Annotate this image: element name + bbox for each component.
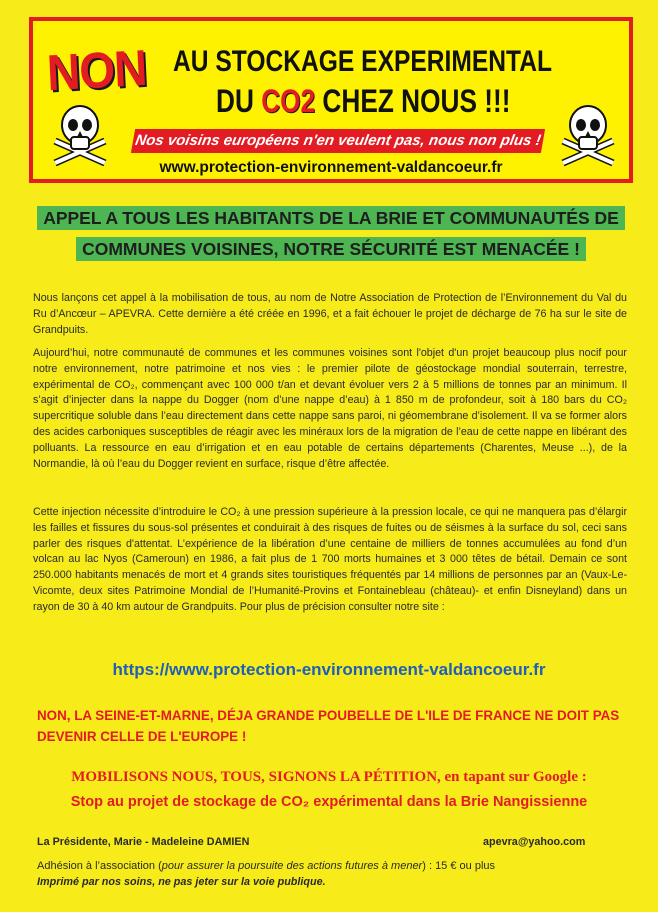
banner-slogan: Nos voisins européens n'en veulent pas, nous non plus ! <box>131 129 545 153</box>
contact-email[interactable]: apevra@yahoo.com <box>483 836 586 848</box>
warning-text: NON, LA SEINE-ET-MARNE, DÉJA GRANDE POUBELLE DE L'ILE DE FRANCE NE DOIT PAS DEVENIR CELLE DE L'EUROPE ! <box>37 708 620 744</box>
appeal-heading: APPEL A TOUS LES HABITANTS DE LA BRIE ET COMMUNAUTÉS DE COMMUNES VOISINES, NOTRE SÉCURITÉ EST MENACÉE ! <box>29 203 633 265</box>
banner-title-line1: AU STOCKAGE EXPERIMENTAL <box>173 45 553 78</box>
site-link[interactable]: https://www.protection-environnement-valdancoeur.fr <box>112 660 546 679</box>
banner-title-line2: DU CO2 CHEZ NOUS !!! <box>216 83 511 119</box>
president-signature: La Présidente, Marie - Madeleine DAMIEN <box>37 836 250 848</box>
banner <box>29 17 633 183</box>
paragraph-risks: Cette injection nécessite d’introduire le CO₂ à une pression supérieure à la pression locale, ce qui ne manquera pas d’élargir les failles et fissures du sous-sol présentes et conduirait à des risques de fuites ou de séismes à la surface du sol, ceci sans parler des risques d'attentat. L’expérience de la libération d’une centaine de milliers de tonnes accumulées au fond d’un volcan au lac Nyos (Cameroun) en 1986, a fait plus de 1 700 morts humaines et 3 000 têtes de bétail. Demain ce sont 250.000 habitants menacés de mort et 4 grands sites touristiques fréquentés par 14 millions de personnes par an (Vaux-Le-Vicomte, deux sites Patrimoine Mondial de l’Humanité-Provins et Fontainebleau (château)- et enfin Disneyland) dans un rayon de 30 à 40 km autour de Grandpuits. Pour plus de précision consulter notre site : <box>33 506 627 613</box>
printed-note: Imprimé par nos soins, ne pas jeter sur la voie publique. <box>37 876 326 888</box>
membership-note: Adhésion à l’association (pour assurer la poursuite des actions futures à mener) : 15 € ou plus <box>37 860 496 872</box>
petition-call: MOBILISONS NOUS, TOUS, SIGNONS LA PÉTITION, en tapant sur Google : <box>71 769 587 785</box>
banner-url[interactable]: www.protection-environnement-valdancoeur.fr <box>159 159 503 176</box>
banner-co2: CO2 <box>261 83 316 119</box>
paragraph-intro: Nous lançons cet appel à la mobilisation de tous, au nom de Notre Association de Protection de l’Environnement du Val du Ru d’Ancœur – APEVRA. Cette dernière a été créée en 1996, et a fait échouer le projet de décharge de 76 ha sur le site de Grandpuits. <box>33 292 627 336</box>
paragraph-project: Aujourd’hui, notre communauté de communes et les communes voisines sont l'objet d'un projet beaucoup plus nocif pour notre environnement, notre patrimoine et nos vies : le premier pilote de géostockage mondial souterrain, terrestre, expérimental de CO₂, commençant avec 100 000 t/an et devant évoluer vers 2 à 5 millions de tonnes par an minimum. Il s’agit d’injecter dans la nappe du Dogger (nom d’une nappe d’eau) à 1 850 m de profondeur, soit à 180 bars du CO₂ supercritique soluble dans l’eau directement dans cette nappe sans paroi, ni géomembrane d’isolement. Il va se former alors des acides carboniques susceptibles de réagir avec les minéraux lors de la migration de l’eau de cette nappe en libérant des polluants. La ressource en eau d’irrigation et en eau potable de certains départements (Charentes, Meuse ...), de la Normandie, là où l’eau du Dogger revient en surface, risque d’être affectée. <box>33 347 627 470</box>
skull-crossbones-icon <box>49 101 111 167</box>
banner-non: NON <box>45 38 148 102</box>
skull-crossbones-icon <box>557 101 619 167</box>
petition-search-phrase: Stop au projet de stockage de CO₂ expérimental dans la Brie Nangissienne <box>70 794 588 810</box>
